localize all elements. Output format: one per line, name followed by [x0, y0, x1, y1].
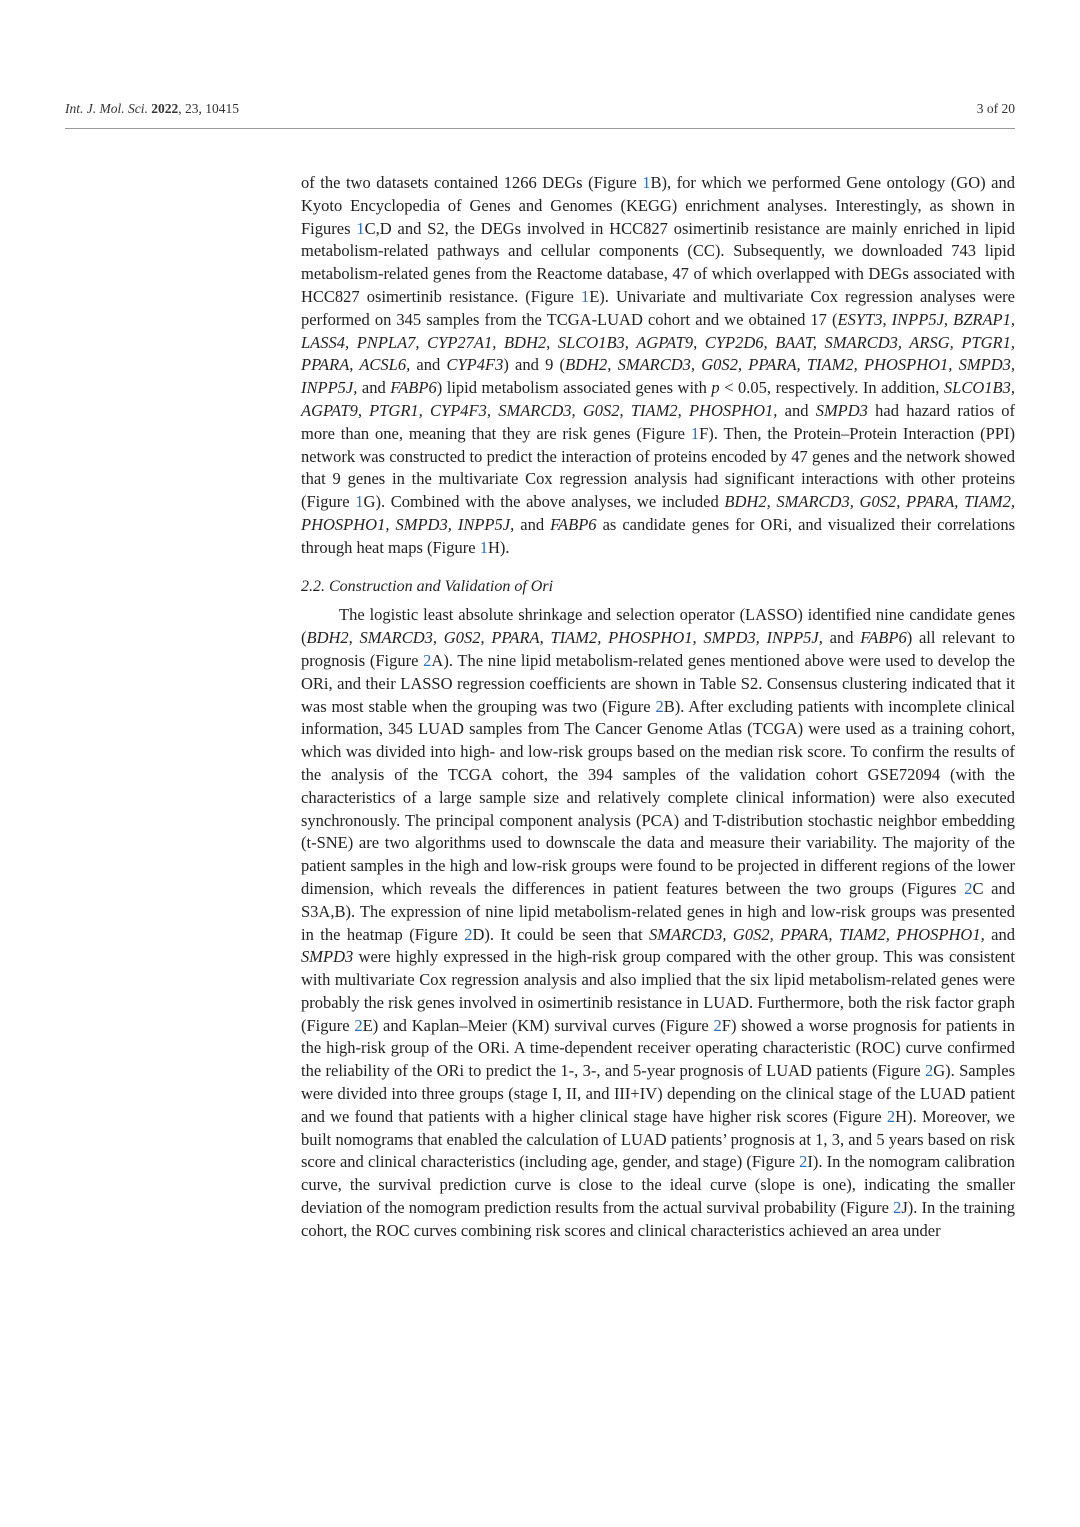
- figure-ref[interactable]: 2: [354, 1015, 363, 1035]
- journal-citation: Int. J. Mol. Sci. 2022, 23, 10415: [65, 101, 239, 116]
- figure-ref[interactable]: 2: [423, 650, 432, 670]
- figure-ref[interactable]: 2: [924, 1061, 934, 1081]
- figure-ref[interactable]: 1: [642, 173, 651, 192]
- figure-ref[interactable]: 2: [886, 1106, 896, 1126]
- figure-ref[interactable]: 1: [580, 286, 590, 306]
- figure-ref[interactable]: 2: [799, 1152, 808, 1172]
- figure-ref[interactable]: 1: [356, 218, 365, 238]
- figure-ref[interactable]: 1: [479, 537, 488, 557]
- section-heading: 2.2. Construction and Validation of Ori: [301, 577, 554, 595]
- figure-ref[interactable]: 2: [893, 1198, 902, 1218]
- page-number: 3 of 20: [976, 101, 1015, 116]
- article-body: [301, 172, 1015, 1243]
- figure-ref[interactable]: 2: [964, 878, 973, 898]
- paragraph-2: The logistic least absolute shrinkage and selection operator (LASSO) identified nine candidate genes (BDH2, SMARCD3, G0S2, PPARA, TIAM2, PHOSPHO1, SMPD3, INPP5J, and FABP6) all relevant to prognosis (Figure 2A). The nine lipid metabolism-related genes mentioned above were used to develop the ORi, and their LASSO regression coefficients are shown in Table S2. Consensus clustering indicated that it was most stable when the grouping was two (Figure 2B). After excluding patients with incomplete clinical information, 345 LUAD samples from The Cancer Genome Atlas (TCGA) were used as a training cohort, which was divided into high- and low-risk groups based on the median risk score. To confirm the results of the analysis of the TCGA cohort, the 394 samples of the validation cohort GSE72094 (with the characteristics of a large sample size and relatively complete clinical information) were also executed synchronously. The principal component analysis (PCA) and T-distribution stochastic neighbor embedding (t-SNE) are two algorithms used to downscale the data and measure their variability. The majority of the patient samples in the high and low-risk groups were found to be projected in different regions of the lower dimension, which reveals the differences in patient features between the two groups (Figures 2C and S3A,B). The expression of nine lipid metabolism-related genes in high and low-risk groups was presented in the heatmap (Figure 2D). It could be seen that SMARCD3, G0S2, PPARA, TIAM2, PHOSPHO1, and SMPD3 were highly expressed in the high-risk group compared with the other group. This was consistent with multivariate Cox regression analysis and also implied that the six lipid metabolism-related genes were probably the risk genes involved in osimertinib resistance in LUAD. Furthermore, both the risk factor graph (Figure 2E) and Kaplan–Meier (KM) survival curves (Figure 2F) showed a worse prognosis for patients in the high-risk group of the ORi. A time-dependent receiver operating characteristic (ROC) curve confirmed the reliability of the ORi to predict the 1-, 3-, and 5-year prognosis of LUAD patients (Figure 2G). Samples were divided into three groups (stage I, II, and III+IV) depending on the clinical stage of the LUAD patient and we found that patients with a higher clinical stage have higher risk scores (Figure 2H). Moreover, we built nomograms that enabled the calculation of LUAD patients’ prognosis at 1, 3, and 5 years based on risk score and clinical characteristics (including age, gender, and stage) (Figure 2I). In the nomogram calibration curve, the survival prediction curve is close to the ideal curve (slope is one), indicating the smaller deviation of the nomogram prediction results from the actual survival probability (Figure 2J). In the training cohort, the ROC curves combining risk scores and clinical characteristics achieved an area under: [301, 605, 1016, 1240]
- figure-ref[interactable]: 2: [464, 924, 473, 944]
- page-header: [65, 101, 1015, 121]
- figure-ref[interactable]: 2: [713, 1015, 722, 1035]
- paragraph-1: of the two datasets contained 1266 DEGs (Figure 1B), for which we performed Gene ontology (GO) and Kyoto Encyclopedia of Genes and Genomes (KEGG) enrichment analyses. Interestingly, as shown in Figures 1C,D and S2, the DEGs involved in HCC827 osimertinib resistance are mainly enriched in lipid metabolism-related pathways and cellular components (CC). Subsequently, we downloaded 743 lipid metabolism-related genes from the Reactome database, 47 of which overlapped with DEGs associated with HCC827 osimertinib resistance. (Figure 1E). Univariate and multivariate Cox regression analyses were performed on 345 samples from the TCGA-LUAD cohort and we obtained 17 (ESYT3, INPP5J, BZRAP1, LASS4, PNPLA7, CYP27A1, BDH2, SLCO1B3, AGPAT9, CYP2D6, BAAT, SMARCD3, ARSG, PTGR1, PPARA, ACSL6, and CYP4F3) and 9 (BDH2, SMARCD3, G0S2, PPARA, TIAM2, PHOSPHO1, SMPD3, INPP5J, and FABP6) lipid metabolism associated genes with p < 0.05, respectively. In addition, SLCO1B3, AGPAT9, PTGR1, CYP4F3, SMARCD3, G0S2, TIAM2, PHOSPHO1, and SMPD3 had hazard ratios of more than one, meaning that they are risk genes (Figure 1F). Then, the Protein–Protein Interaction (PPI) network was constructed to predict the interaction of proteins encoded by 47 genes and the network showed that 9 genes in the multivariate Cox regression analysis had significant interactions with other proteins (Figure 1G). Combined with the above analyses, we included BDH2, SMARCD3, G0S2, PPARA, TIAM2, PHOSPHO1, SMPD3, INPP5J, and FABP6 as candidate genes for ORi, and visualized their correlations through heat maps (Figure 1H).: [301, 173, 1016, 557]
- figure-ref[interactable]: 1: [690, 423, 700, 443]
- figure-ref[interactable]: 2: [655, 696, 664, 716]
- figure-ref[interactable]: 1: [355, 492, 364, 512]
- header-rule: [65, 128, 1015, 129]
